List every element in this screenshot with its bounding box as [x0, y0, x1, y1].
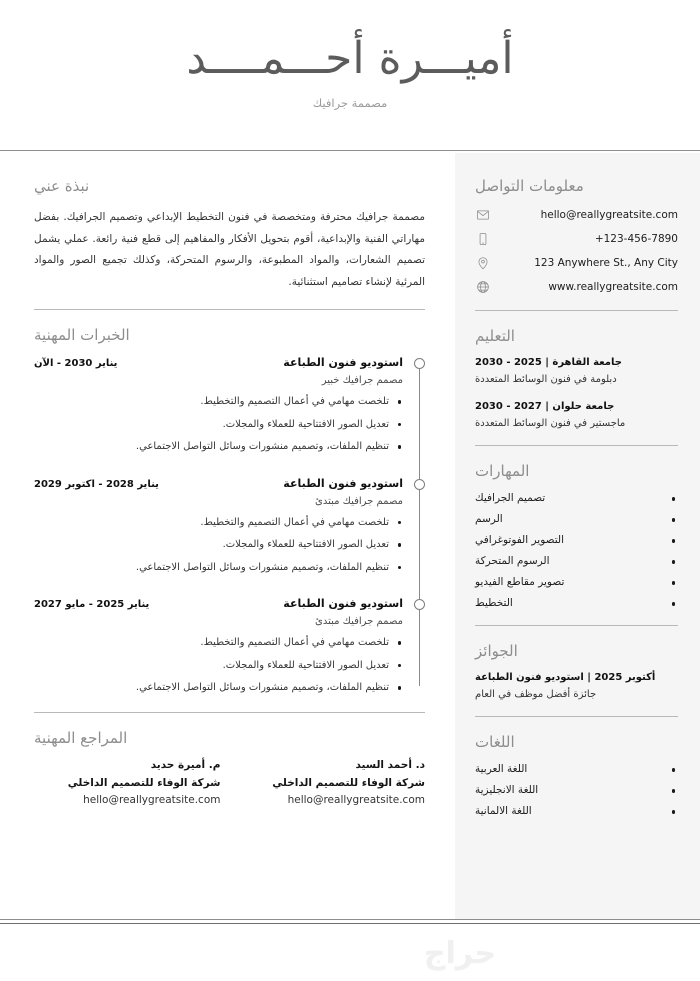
sidebar-divider-1	[475, 310, 678, 311]
envelope-icon	[475, 207, 490, 222]
candidate-name: أميـــرة أحـــمــــد	[186, 32, 514, 84]
main-divider-1	[34, 309, 425, 310]
timeline-dot-icon	[414, 599, 425, 610]
phone-icon	[475, 231, 490, 246]
reference-email[interactable]: hello@reallygreatsite.com	[287, 793, 425, 806]
timeline-dot-icon	[414, 358, 425, 369]
experience-item	[34, 356, 403, 455]
list-item: تلخصت مهامي في أعمال التصميم والتخطيط.	[34, 635, 403, 651]
list-item: تصميم الجرافيك	[475, 492, 678, 504]
reference-name: م. أميرة حديد	[150, 758, 221, 771]
experience-item	[34, 477, 403, 576]
contact-website-value: www.reallygreatsite.com	[548, 280, 678, 293]
experience-item	[34, 597, 403, 696]
reference-item	[34, 759, 221, 806]
education-item	[475, 401, 678, 429]
education-item	[475, 357, 678, 385]
experience-timeline	[34, 356, 425, 696]
sidebar-divider-4	[475, 716, 678, 717]
contact-address-value: 123 Anywhere St., Any City	[534, 256, 678, 269]
experience-header	[34, 356, 403, 369]
experience-dates: يناير 2028 - اكتوبر 2029	[34, 478, 159, 490]
references-section-title: المراجع المهنية	[34, 728, 128, 747]
experience-bullets	[34, 394, 403, 455]
list-item: تعديل الصور الافتتاحية للعملاء والمجلات.	[34, 417, 403, 433]
list-item: تنظيم الملفات، وتصميم منشورات وسائل التواصل الاجتماعي.	[34, 680, 403, 696]
watermark-text: حراج	[423, 935, 497, 971]
experience-bullets	[34, 515, 403, 576]
list-item: تلخصت مهامي في أعمال التصميم والتخطيط.	[34, 515, 403, 531]
education-school-dates: جامعة القاهرة | 2025 - 2030	[475, 357, 622, 368]
reference-name: د. أحمد السيد	[355, 758, 425, 771]
experience-section-title: الخبرات المهنية	[34, 326, 130, 345]
list-item: التصوير الفوتوغرافي	[475, 534, 678, 546]
resume-header	[0, 0, 700, 150]
experience-dates: يناير 2030 - الآن	[34, 358, 118, 370]
experience-company: استوديو فنون الطباعة	[283, 476, 403, 490]
experience-header	[34, 477, 403, 490]
contact-email-value: hello@reallygreatsite.com	[540, 208, 678, 221]
education-section-title: التعليم	[475, 327, 515, 345]
sidebar	[455, 153, 700, 919]
list-item: الرسوم المتحركة	[475, 555, 678, 567]
list-item: اللغة الانجليزية	[475, 784, 678, 796]
contact-item-email[interactable]	[475, 207, 678, 222]
footer-divider-rule	[0, 919, 700, 924]
list-item: تعديل الصور الافتتاحية للعملاء والمجلات.	[34, 537, 403, 553]
candidate-job-title: مصممة جرافيك	[312, 96, 388, 111]
reference-organization: شركة الوفاء للتصميم الداخلي	[272, 776, 425, 789]
sidebar-divider-3	[475, 625, 678, 626]
list-item: الرسم	[475, 513, 678, 525]
timeline-line	[419, 364, 420, 686]
list-item: تصوير مقاطع الفيديو	[475, 576, 678, 588]
contact-item-address[interactable]	[475, 255, 678, 270]
list-item: اللغة العربية	[475, 763, 678, 775]
experience-bullets	[34, 635, 403, 696]
experience-company: استوديو فنون الطباعة	[283, 597, 403, 611]
experience-company: استوديو فنون الطباعة	[283, 356, 403, 370]
award-name: جائزة أفضل موظف في العام	[475, 689, 597, 700]
awards-section-title: الجوائز	[475, 642, 518, 660]
education-degree: ماجستير في فنون الوسائط المتعددة	[475, 418, 626, 429]
timeline-dot-icon	[414, 479, 425, 490]
location-pin-icon	[475, 255, 490, 270]
contact-phone-value: +123-456-7890	[594, 232, 678, 245]
skills-section-title: المهارات	[475, 462, 530, 480]
languages-section-title: اللغات	[475, 733, 515, 751]
languages-list	[475, 763, 678, 817]
sidebar-divider-2	[475, 445, 678, 446]
list-item: تعديل الصور الافتتاحية للعملاء والمجلات.	[34, 658, 403, 674]
reference-email[interactable]: hello@reallygreatsite.com	[83, 793, 221, 806]
globe-icon	[475, 279, 490, 294]
list-item: اللغة الالمانية	[475, 805, 678, 817]
watermark	[0, 925, 700, 981]
experience-header	[34, 597, 403, 610]
resume-body	[0, 153, 700, 919]
references-list	[34, 759, 425, 806]
education-school-dates: جامعة حلوان | 2027 - 2030	[475, 401, 615, 412]
about-paragraph: مصممة جرافيك محترفة ومتخصصة في فنون التخطيط الإبداعي وتصميم الجرافيك. بفضل مهاراتي الفنية والإبداعية، أقوم بتحويل الأفكار والمفاهيم إلى قطع فنية رائعة. عملي يشمل تصميم الشعارات، والمواد المطبوعة، والرسوم المتحركة، وكذلك تجميع الصور والمواد المرئية لإنشاء تصاميم استثنائية.	[34, 211, 425, 288]
award-date-org: أكتوبر 2025 | استوديو فنون الطباعة	[475, 672, 656, 683]
education-degree: دبلومة في فنون الوسائط المتعددة	[475, 374, 617, 385]
reference-organization: شركة الوفاء للتصميم الداخلي	[67, 776, 221, 789]
award-item	[475, 672, 678, 700]
experience-dates: يناير 2025 - مايو 2027	[34, 599, 150, 611]
reference-item	[239, 759, 426, 806]
experience-role: مصمم جرافيك مبتدئ	[315, 616, 403, 628]
contact-section-title: معلومات التواصل	[475, 177, 584, 195]
main-divider-2	[34, 712, 425, 713]
list-item: تلخصت مهامي في أعمال التصميم والتخطيط.	[34, 394, 403, 410]
list-item: تنظيم الملفات، وتصميم منشورات وسائل التواصل الاجتماعي.	[34, 560, 403, 576]
experience-role: مصمم جرافيك خبير	[321, 375, 403, 387]
about-section-title: نبذة عني	[34, 177, 90, 195]
skills-list	[475, 492, 678, 609]
experience-role: مصمم جرافيك مبتدئ	[315, 495, 403, 507]
main-column	[0, 153, 455, 919]
list-item: تنظيم الملفات، وتصميم منشورات وسائل التواصل الاجتماعي.	[34, 439, 403, 455]
list-item: التخطيط	[475, 597, 678, 609]
contact-item-phone[interactable]	[475, 231, 678, 246]
contact-item-website[interactable]	[475, 279, 678, 294]
